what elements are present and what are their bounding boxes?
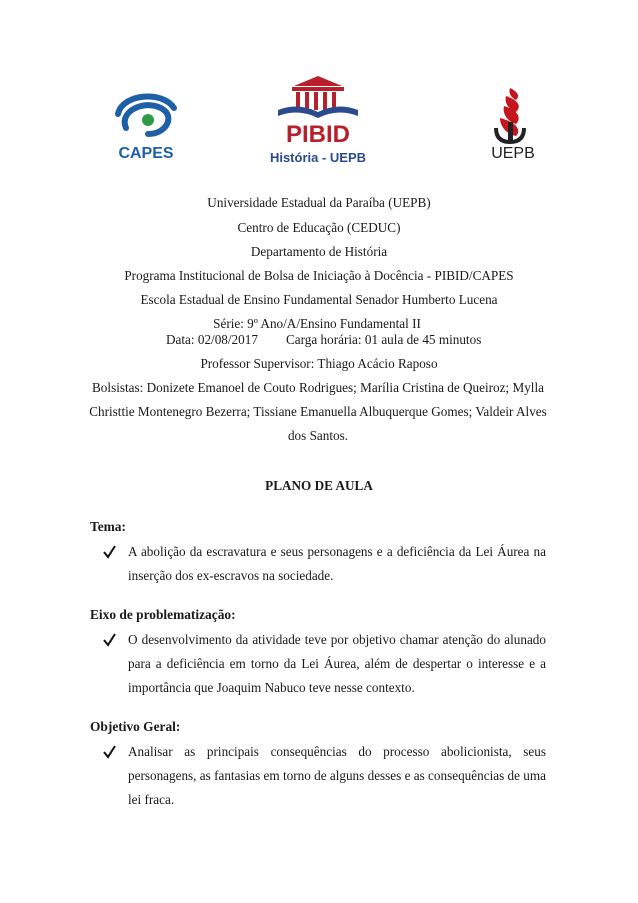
capes-logo bbox=[104, 88, 188, 164]
checkmark-icon bbox=[102, 540, 116, 564]
uepb-logo-text: UEPB bbox=[491, 145, 535, 162]
section-item-tema bbox=[104, 540, 546, 588]
checkmark-icon bbox=[102, 628, 116, 652]
plan-title: PLANO DE AULA bbox=[265, 478, 373, 493]
uepb-flame-icon bbox=[496, 88, 524, 142]
series-info: Série: 9º Ano/A/Ensino Fundamental II bbox=[213, 316, 421, 331]
section-heading-tema: Tema: bbox=[90, 519, 126, 534]
school-name: Escola Estadual de Ensino Fundamental Senador Humberto Lucena bbox=[140, 292, 498, 307]
lesson-workload: Carga horária: 01 aula de 45 minutos bbox=[286, 332, 482, 347]
program-name: Programa Institucional de Bolsa de Iniciação à Docência - PIBID/CAPES bbox=[124, 268, 514, 283]
pibid-logo-text: PIBID bbox=[285, 121, 351, 148]
pibid-logo-subtitle: História - UEPB bbox=[269, 150, 367, 165]
section-heading-eixo: Eixo de problematização: bbox=[90, 607, 236, 622]
lesson-date: Data: 02/08/2017 bbox=[166, 332, 258, 347]
university-name: Universidade Estadual da Paraíba (UEPB) bbox=[207, 195, 431, 210]
center-name: Centro de Educação (CEDUC) bbox=[237, 220, 401, 235]
uepb-logo bbox=[482, 86, 544, 162]
capes-emblem-icon bbox=[118, 97, 174, 134]
capes-logo-text: CAPES bbox=[118, 145, 174, 162]
section-item-eixo bbox=[104, 628, 546, 700]
section-item-objetivo bbox=[104, 740, 546, 812]
scholars-line-1: Bolsistas: Donizete Emanoel de Couto Rodrigues; Marília Cristina de Queiroz; Mylla bbox=[92, 380, 544, 395]
section-text-tema: A abolição da escravatura e seus personagens e a deficiência da Lei Áurea na inserção dos ex-escravos na sociedade. bbox=[128, 544, 546, 583]
checkmark-icon bbox=[102, 740, 116, 764]
pibid-logo bbox=[248, 72, 388, 168]
scholars-line-2: Christtie Montenegro Bezerra; Tissiane Emanuella Albuquerque Gomes; Valdeir Alves bbox=[89, 404, 547, 419]
scholars-line-3: dos Santos. bbox=[287, 428, 349, 443]
department-name: Departamento de História bbox=[250, 244, 388, 259]
temple-book-icon bbox=[278, 76, 358, 118]
section-text-objetivo: Analisar as principais consequências do processo abolicionista, seus personagens, as fantasias em torno de alguns desses e as consequências de uma lei fraca. bbox=[128, 744, 546, 807]
section-heading-objetivo: Objetivo Geral: bbox=[90, 719, 181, 734]
supervisor-name: Professor Supervisor: Thiago Acácio Raposo bbox=[200, 356, 438, 371]
section-text-eixo: O desenvolvimento da atividade teve por objetivo chamar atenção do alunado para a deficiência em torno da Lei Áurea, além de despertar o interesse e a importância que Joaquim Nabuco teve nesse contexto. bbox=[128, 632, 546, 695]
